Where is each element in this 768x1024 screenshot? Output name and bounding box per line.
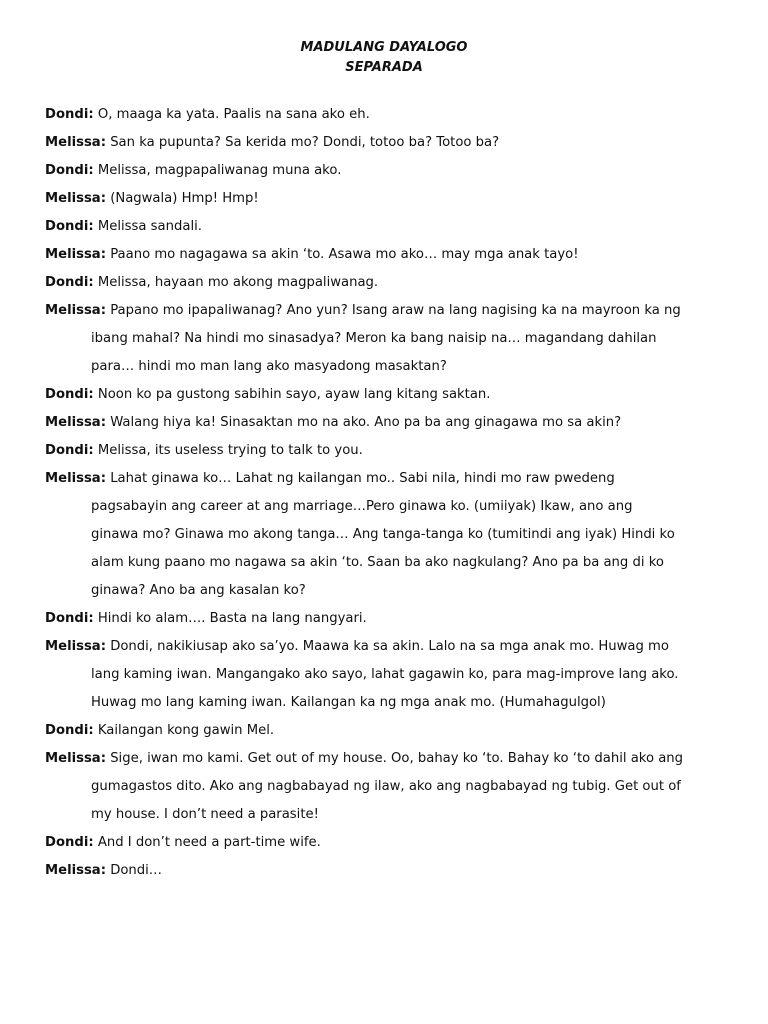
dialogue-line <box>45 689 735 717</box>
speaker-name: Dondi: <box>45 387 94 402</box>
dialogue-text: And I don’t need a part-time wife. <box>97 835 321 850</box>
dialogue-text: Huwag mo lang kaming iwan. Kailangan ka ng mga anak mo. (Humahagulgol) <box>91 695 606 710</box>
speaker-name: Melissa: <box>45 191 106 206</box>
document-subtitle: SEPARADA <box>345 60 423 75</box>
dialogue-line <box>45 577 735 605</box>
dialogue-line <box>45 661 735 689</box>
dialogue-text: pagsabayin ang career at ang marriage…Pero ginawa ko. (umiiyak) Ikaw, ano ang <box>91 499 633 514</box>
dialogue-text: ibang mahal? Na hindi mo sinasadya? Meron ka bang naisip na… magandang dahilan <box>91 331 657 346</box>
speaker-name: Dondi: <box>45 443 94 458</box>
dialogue-line <box>45 857 735 885</box>
speaker-name: Melissa: <box>45 471 106 486</box>
dialogue-line <box>45 437 735 465</box>
dialogue-text: Sige, iwan mo kami. Get out of my house. Oo, bahay ko ‘to. Bahay ko ‘to dahil ako ang <box>110 751 684 766</box>
dialogue-text: Dondi, nakikiusap ako sa’yo. Maawa ka sa akin. Lalo na sa mga anak mo. Huwag mo <box>110 639 669 654</box>
dialogue-text: ginawa? Ano ba ang kasalan ko? <box>91 583 306 598</box>
document-title: MADULANG DAYALOGO <box>300 40 468 55</box>
dialogue-line <box>45 381 735 409</box>
dialogue-line <box>45 213 735 241</box>
speaker-name: Dondi: <box>45 219 94 234</box>
dialogue-text: Noon ko pa gustong sabihin sayo, ayaw lang kitang saktan. <box>97 387 491 402</box>
dialogue-line <box>45 101 735 129</box>
dialogue-line <box>45 129 735 157</box>
speaker-name: Melissa: <box>45 303 106 318</box>
dialogue-line <box>45 241 735 269</box>
dialogue-line <box>45 465 735 493</box>
dialogue-text: para… hindi mo man lang ako masyadong masaktan? <box>91 359 447 374</box>
dialogue-line <box>45 633 735 661</box>
dialogue-text: alam kung paano mo nagawa sa akin ‘to. Saan ba ako nagkulang? Ano pa ba ang di ko <box>91 555 664 570</box>
dialogue-line <box>45 269 735 297</box>
speaker-name: Melissa: <box>45 863 106 878</box>
dialogue-body <box>45 101 735 885</box>
speaker-name: Melissa: <box>45 751 106 766</box>
dialogue-line <box>45 297 735 325</box>
dialogue-line <box>45 605 735 633</box>
speaker-name: Dondi: <box>45 723 94 738</box>
dialogue-line <box>45 409 735 437</box>
dialogue-text: Kailangan kong gawin Mel. <box>97 723 275 738</box>
dialogue-text: Lahat ginawa ko… Lahat ng kailangan mo.. Sabi nila, hindi mo raw pwedeng <box>110 471 615 486</box>
dialogue-line <box>45 829 735 857</box>
dialogue-text: San ka pupunta? Sa kerida mo? Dondi, totoo ba? Totoo ba? <box>110 135 500 150</box>
dialogue-text: gumagastos dito. Ako ang nagbabayad ng ilaw, ako ang nagbabayad ng tubig. Get out of <box>91 779 681 794</box>
dialogue-line <box>45 549 735 577</box>
dialogue-line <box>45 521 735 549</box>
dialogue-line <box>45 773 735 801</box>
dialogue-text: O, maaga ka yata. Paalis na sana ako eh. <box>97 107 370 122</box>
dialogue-line <box>45 493 735 521</box>
dialogue-line <box>45 717 735 745</box>
dialogue-text: Melissa, hayaan mo akong magpaliwanag. <box>97 275 379 290</box>
dialogue-line <box>45 325 735 353</box>
speaker-name: Dondi: <box>45 107 94 122</box>
speaker-name: Dondi: <box>45 163 94 178</box>
dialogue-line <box>45 157 735 185</box>
dialogue-text: Paano mo nagagawa sa akin ‘to. Asawa mo ako… may mga anak tayo! <box>110 247 579 262</box>
dialogue-text: Dondi… <box>110 863 162 878</box>
dialogue-text: Walang hiya ka! Sinasaktan mo na ako. Ano pa ba ang ginagawa mo sa akin? <box>110 415 622 430</box>
dialogue-text: Melissa, magpapaliwanag muna ako. <box>97 163 342 178</box>
dialogue-line <box>45 745 735 773</box>
dialogue-line <box>45 353 735 381</box>
dialogue-text: Hindi ko alam…. Basta na lang nangyari. <box>97 611 367 626</box>
dialogue-line <box>45 185 735 213</box>
dialogue-text: Melissa sandali. <box>97 219 202 234</box>
speaker-name: Dondi: <box>45 611 94 626</box>
dialogue-text: ginawa mo? Ginawa mo akong tanga… Ang tanga-tanga ko (tumitindi ang iyak) Hindi ko <box>91 527 675 542</box>
speaker-name: Dondi: <box>45 835 94 850</box>
dialogue-text: Melissa, its useless trying to talk to you. <box>97 443 363 458</box>
dialogue-text: Papano mo ipapaliwanag? Ano yun? Isang araw na lang nagising ka na mayroon ka ng <box>110 303 681 318</box>
dialogue-text: (Nagwala) Hmp! Hmp! <box>110 191 259 206</box>
speaker-name: Melissa: <box>45 415 106 430</box>
speaker-name: Melissa: <box>45 135 106 150</box>
speaker-name: Melissa: <box>45 639 106 654</box>
dialogue-text: my house. I don’t need a parasite! <box>91 807 319 822</box>
speaker-name: Melissa: <box>45 247 106 262</box>
speaker-name: Dondi: <box>45 275 94 290</box>
dialogue-text: lang kaming iwan. Mangangako ako sayo, lahat gagawin ko, para mag-improve lang ako. <box>91 667 679 682</box>
dialogue-line <box>45 801 735 829</box>
